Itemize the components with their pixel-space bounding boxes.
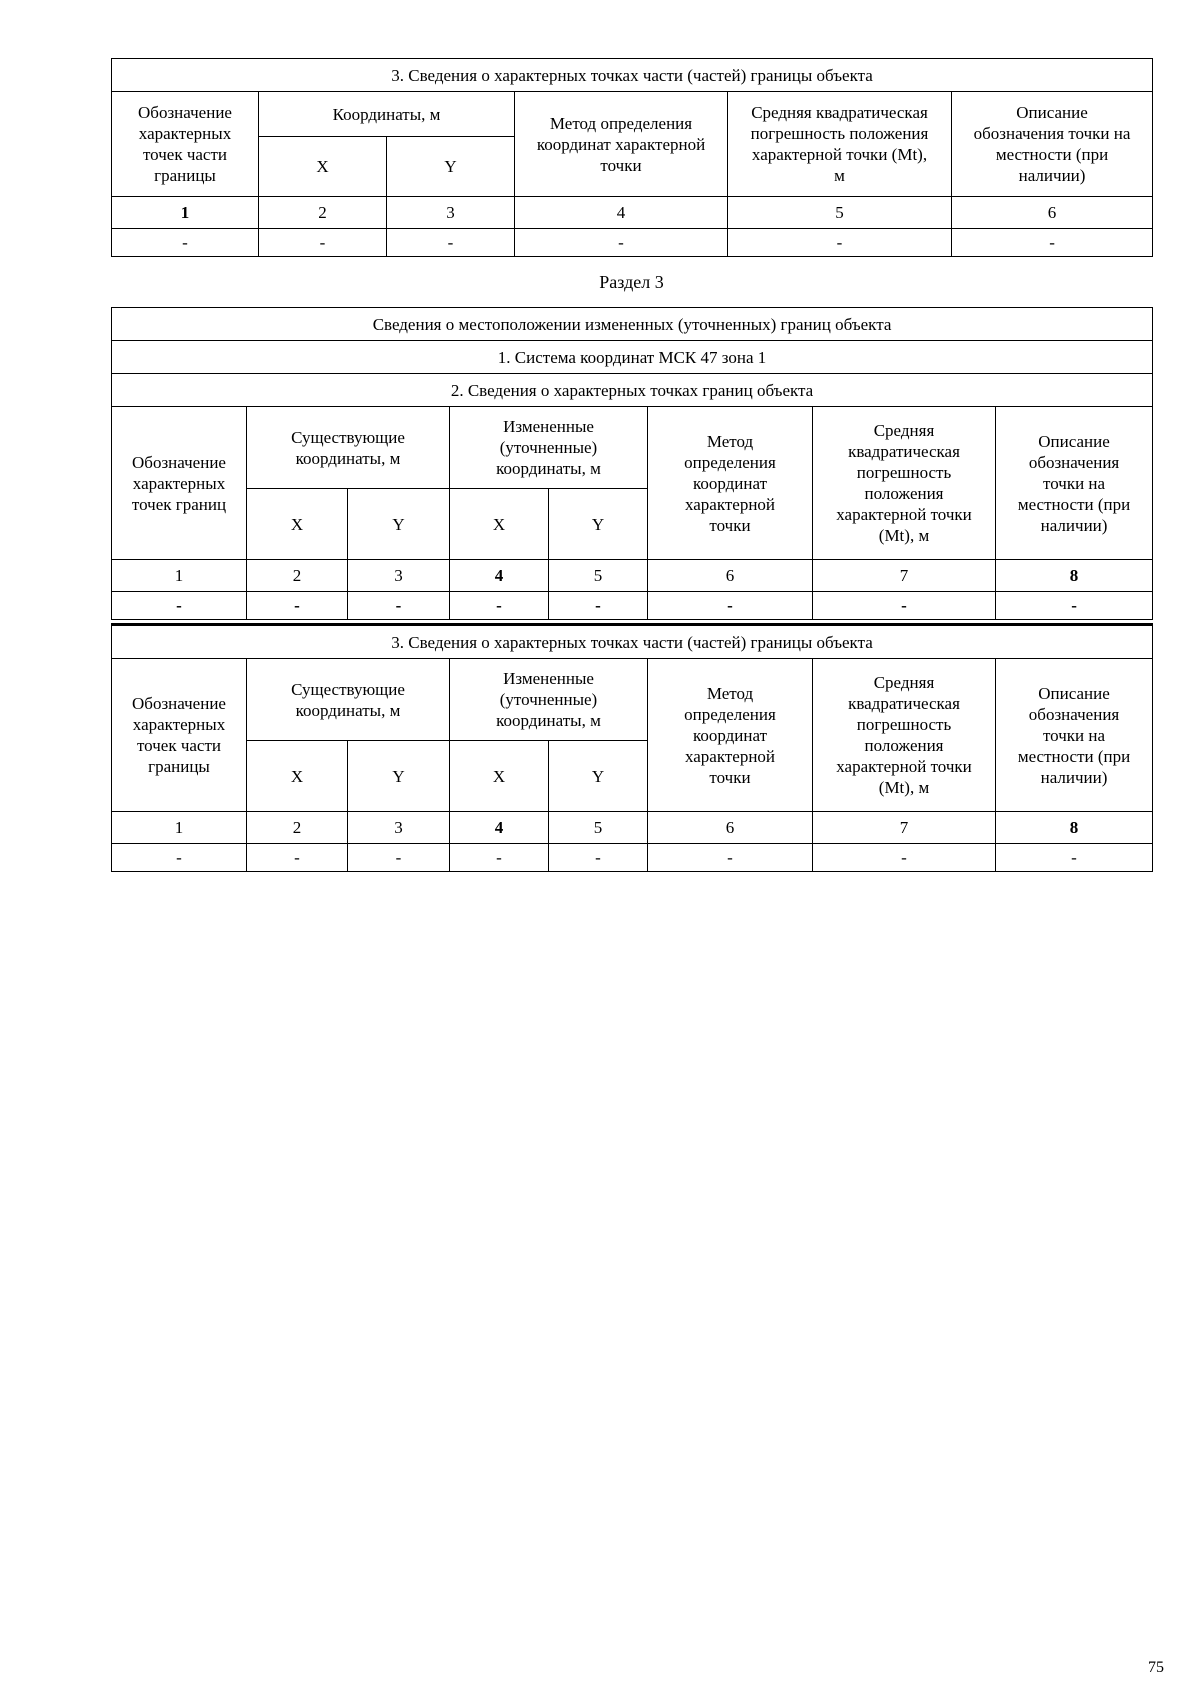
table-title: 3. Сведения о характерных точках части (частей) границы объекта — [112, 625, 1153, 659]
header-x: X — [450, 741, 549, 812]
header-coordinates: Координаты, м — [259, 92, 515, 137]
table-title: 3. Сведения о характерных точках части (частей) границы объекта — [112, 59, 1153, 92]
header-error: Средняя квадратическая погрешность положения характерной точки (Mt), м — [813, 407, 996, 560]
table-cell: - — [813, 592, 996, 620]
table-cell: - — [549, 592, 648, 620]
column-number: 6 — [952, 197, 1153, 229]
table-cell: - — [112, 229, 259, 257]
header-method: Метод определения координат характерной точки — [648, 659, 813, 812]
header-y: Y — [348, 741, 450, 812]
column-number-row — [112, 560, 1153, 592]
header-x: X — [450, 489, 549, 560]
table-cell: - — [348, 844, 450, 872]
column-number: 3 — [348, 560, 450, 592]
table-cell: - — [450, 592, 549, 620]
section-label: Раздел 3 — [599, 272, 664, 292]
header-error: Средняя квадратическая погрешность положения характерной точки (Mt), м — [813, 659, 996, 812]
table-cell: - — [450, 844, 549, 872]
table-cell: - — [247, 844, 348, 872]
header-x: X — [247, 741, 348, 812]
column-number: 2 — [259, 197, 387, 229]
header-y: Y — [549, 489, 648, 560]
header-error: Средняя квадратическая погрешность положения характерной точки (Mt), м — [728, 92, 952, 197]
header-method: Метод определения координат характерной точки — [515, 92, 728, 197]
table-row — [112, 592, 1153, 620]
column-number: 6 — [648, 560, 813, 592]
table-cell: - — [996, 844, 1153, 872]
table-title: Сведения о местоположении измененных (уточненных) границ объекта — [112, 308, 1153, 341]
header-y: Y — [348, 489, 450, 560]
table-cell: - — [952, 229, 1153, 257]
header-existing-coordinates: Существующие координаты, м — [247, 407, 450, 489]
header-description: Описание обозначения точки на местности (при наличии) — [996, 659, 1153, 812]
header-y: Y — [549, 741, 648, 812]
column-number: 4 — [450, 812, 549, 844]
header-existing-coordinates: Существующие координаты, м — [247, 659, 450, 741]
header-designation: Обозначение характерных точек границ — [112, 407, 247, 560]
coordinate-system: 1. Система координат МСК 47 зона 1 — [112, 341, 1153, 374]
header-description: Описание обозначения точки на местности (при наличии) — [952, 92, 1153, 197]
column-number: 8 — [996, 812, 1153, 844]
table-cell: - — [259, 229, 387, 257]
header-description: Описание обозначения точки на местности (при наличии) — [996, 407, 1153, 560]
header-y: Y — [387, 137, 515, 197]
header-designation: Обозначение характерных точек части границы — [112, 659, 247, 812]
column-number: 1 — [112, 560, 247, 592]
table-cell: - — [728, 229, 952, 257]
table-subtitle: 2. Сведения о характерных точках границ объекта — [112, 374, 1153, 407]
column-number: 1 — [112, 197, 259, 229]
table-cell: - — [515, 229, 728, 257]
table-cell: - — [648, 844, 813, 872]
boundary-location-table — [111, 307, 1153, 620]
column-number: 2 — [247, 560, 348, 592]
column-number: 3 — [348, 812, 450, 844]
page-number: 75 — [1148, 1659, 1164, 1676]
header-changed-coordinates: Измененные (уточненные) координаты, м — [450, 407, 648, 489]
part-points-changed-table — [111, 623, 1153, 872]
table-cell: - — [387, 229, 515, 257]
table-cell: - — [112, 844, 247, 872]
column-number: 5 — [549, 560, 648, 592]
header-method: Метод определения координат характерной точки — [648, 407, 813, 560]
header-x: X — [259, 137, 387, 197]
column-number-row — [112, 812, 1153, 844]
column-number: 5 — [549, 812, 648, 844]
column-number: 6 — [648, 812, 813, 844]
table-cell: - — [247, 592, 348, 620]
column-number: 4 — [515, 197, 728, 229]
table-row — [112, 229, 1153, 257]
column-number: 3 — [387, 197, 515, 229]
table-cell: - — [813, 844, 996, 872]
column-number: 7 — [813, 812, 996, 844]
table-row — [112, 844, 1153, 872]
table-cell: - — [996, 592, 1153, 620]
table-cell: - — [112, 592, 247, 620]
header-designation: Обозначение характерных точек части границы — [112, 92, 259, 197]
table-cell: - — [348, 592, 450, 620]
part-points-table — [111, 58, 1153, 257]
column-number: 4 — [450, 560, 549, 592]
column-number: 7 — [813, 560, 996, 592]
column-number: 1 — [112, 812, 247, 844]
table-cell: - — [549, 844, 648, 872]
column-number-row — [112, 197, 1153, 229]
table-cell: - — [648, 592, 813, 620]
header-changed-coordinates: Измененные (уточненные) координаты, м — [450, 659, 648, 741]
header-x: X — [247, 489, 348, 560]
column-number: 8 — [996, 560, 1153, 592]
column-number: 5 — [728, 197, 952, 229]
column-number: 2 — [247, 812, 348, 844]
